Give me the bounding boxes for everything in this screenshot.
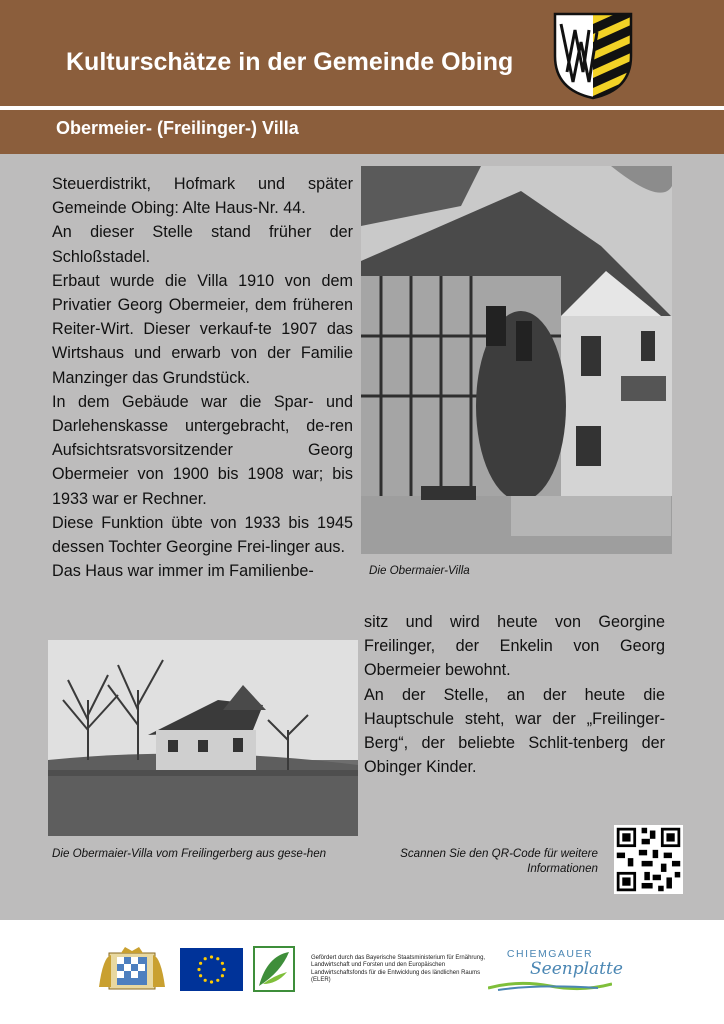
paragraph: Das Haus war immer im Familienbe- xyxy=(52,562,314,581)
paragraph: Steuerdistrikt, Hofmark und später Gemeinde Obing: Alte Haus-Nr. 44. xyxy=(52,175,353,218)
qr-caption: Scannen Sie den QR-Code für weitere Informationen xyxy=(400,847,598,875)
paragraph: Erbaut wurde die Villa 1910 von dem Privatier Georg Obermeier, dem früheren Reiter-Wirt. Dieser verkauf-te 1907 das Wirtshaus und erwarb von der Familie Manzinger das Grundstück. xyxy=(52,271,353,387)
text-column-right xyxy=(364,610,665,779)
paragraph: In dem Gebäude war die Spar- und Darlehenskasse untergebracht, de-ren Aufsichtsratsvorsitzender Georg Obermeier von 1900 bis 1908 war; bis 1933 war er Rechner. xyxy=(52,392,353,508)
chiemgauer-seenplatte-logo xyxy=(488,978,612,992)
villa-photo xyxy=(361,166,672,554)
paragraph: An dieser Stelle stand früher der Schloßstadel. xyxy=(52,223,353,266)
text-column-left xyxy=(52,172,353,583)
brand-name-top: CHIEMGAUER xyxy=(506,948,594,960)
page-subtitle: Obermeier- (Freilinger-) Villa xyxy=(56,118,299,138)
villa-hill-photo xyxy=(48,640,358,836)
funding-note: Gefördert durch das Bayerische Staatsministerium für Ernährung, Landwirtschaft und Forsten und den Europäischen Landwirtschaftsfonds für die Entwicklung des ländlichen Raums (ELER) xyxy=(311,955,486,983)
page-title: Kulturschätze in der Gemeinde Obing xyxy=(66,48,514,76)
paragraph: An der Stelle, an der heute die Hauptschule steht, war der „Freilinger-Berg“, der beliebte Schlit-tenberg der Obinger Kinder. xyxy=(364,685,665,777)
municipal-coat-of-arms-icon xyxy=(553,12,633,100)
qr-code-icon[interactable] xyxy=(614,825,683,894)
bavaria-coat-of-arms-icon xyxy=(97,947,167,993)
photo-caption: Die Obermaier-Villa vom Freilingerberg aus gese-hen xyxy=(52,847,327,860)
paragraph: Diese Funktion übte von 1933 bis 1945 dessen Tochter Georgine Frei-linger aus. xyxy=(52,513,353,557)
leader-logo-icon xyxy=(253,946,295,992)
eu-flag-icon xyxy=(180,948,243,991)
brand-name-bottom: Seenplatte xyxy=(530,959,623,979)
photo-caption: Die Obermaier-Villa xyxy=(369,564,470,577)
paragraph: sitz und wird heute von Georgine Freilinger, der Enkelin von Georg Obermeier bewohnt. xyxy=(364,613,665,680)
